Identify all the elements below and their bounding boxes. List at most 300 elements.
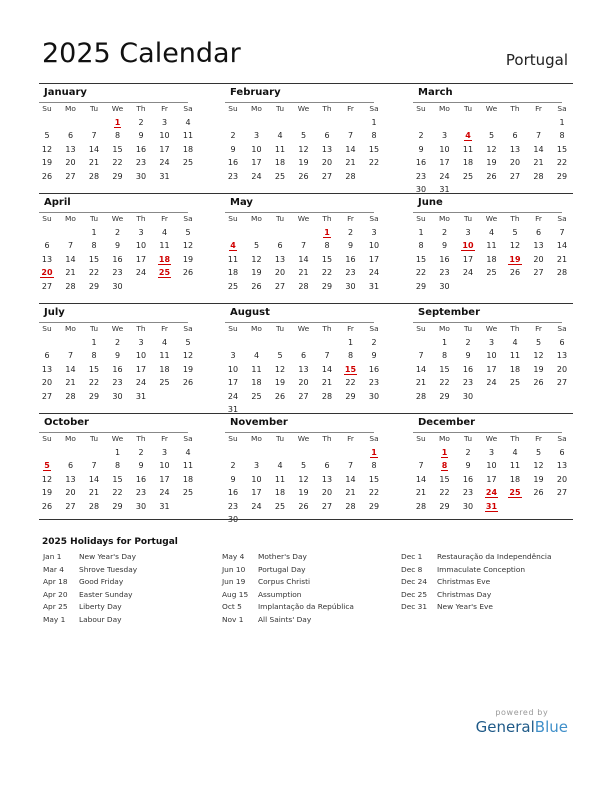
day-cell: 3	[161, 118, 168, 127]
weekday-header: Tu	[89, 214, 99, 223]
holiday-day-number: 25	[158, 268, 171, 278]
weekday-header: Tu	[275, 104, 285, 113]
day-cell: 13	[509, 144, 521, 154]
day-cell: 28	[65, 391, 76, 401]
weekday-header: Th	[136, 214, 146, 223]
day-cell: 23	[439, 268, 450, 278]
holiday-item	[43, 577, 218, 590]
day-cell: 7	[91, 131, 97, 141]
holiday-date: Jun 19	[222, 577, 246, 586]
day-cell: 26	[41, 501, 53, 511]
day-cell: 9	[441, 241, 448, 251]
day-cell: 5	[185, 228, 191, 237]
weekday-divider	[225, 322, 374, 323]
day-cell: 8	[441, 351, 448, 361]
day-cell: 26	[533, 488, 544, 498]
holiday-name: Corpus Christi	[258, 577, 311, 586]
day-cell: 3	[138, 228, 144, 237]
day-cell: 28	[415, 501, 427, 511]
day-cell: 11	[227, 254, 239, 264]
day-cell: 14	[65, 364, 76, 374]
day-cell: 3	[161, 448, 168, 457]
day-cell: 27	[65, 501, 76, 511]
day-cell: 13	[556, 461, 568, 471]
day-cell: 9	[465, 351, 471, 361]
weekday-header: We	[297, 434, 310, 443]
holiday-day-cell	[435, 448, 455, 457]
day-cell: 4	[185, 448, 191, 457]
day-cell: 22	[415, 268, 427, 278]
weekday-header: Fr	[161, 324, 168, 333]
day-cell: 4	[253, 351, 260, 361]
day-cell: 19	[182, 254, 194, 264]
day-cell: 28	[533, 171, 544, 181]
day-cell: 19	[486, 158, 497, 168]
day-cell: 3	[371, 228, 377, 237]
day-cell: 27	[65, 171, 76, 181]
day-cell: 22	[112, 158, 123, 168]
day-cell: 17	[462, 254, 474, 264]
weekday-header: Mo	[65, 434, 76, 443]
day-cell: 9	[347, 241, 354, 251]
day-cell: 18	[227, 268, 239, 278]
day-cell: 27	[274, 281, 286, 291]
day-cell: 20	[533, 254, 544, 264]
holiday-day-number: 1	[324, 228, 330, 237]
day-cell: 13	[41, 254, 53, 264]
day-cell: 28	[88, 501, 100, 511]
weekday-header: Th	[136, 324, 146, 333]
day-cell: 20	[321, 158, 333, 168]
logo-part-general: General	[475, 718, 535, 736]
day-cell: 1	[91, 338, 97, 347]
holiday-name: Shrove Tuesday	[79, 564, 138, 574]
holidays-column	[43, 552, 218, 627]
day-cell: 15	[368, 144, 380, 154]
day-cell: 16	[439, 254, 450, 264]
day-cell: 6	[324, 131, 330, 141]
day-cell: 15	[439, 364, 450, 374]
day-cell: 15	[88, 254, 100, 264]
holiday-item	[222, 615, 397, 628]
day-cell: 9	[114, 351, 121, 361]
holiday-day-number: 1	[114, 118, 121, 127]
day-cell: 11	[182, 461, 194, 471]
day-cell: 18	[509, 364, 521, 374]
day-cell: 4	[512, 338, 518, 347]
holiday-date: Apr 18	[43, 577, 68, 586]
day-cell: 26	[251, 281, 262, 291]
day-cell: 20	[298, 378, 309, 388]
day-cell: 13	[41, 364, 53, 374]
weekday-header: Su	[416, 324, 426, 333]
weekday-header: Th	[322, 214, 332, 223]
day-cell: 15	[556, 144, 568, 154]
day-cell: 7	[347, 461, 354, 471]
weekday-header: Sa	[369, 324, 379, 333]
day-cell: 13	[321, 144, 333, 154]
holiday-day-number: 1	[371, 448, 377, 457]
weekday-header: Th	[136, 434, 146, 443]
day-cell: 14	[415, 474, 427, 484]
day-cell: 2	[230, 461, 236, 471]
day-cell: 22	[88, 268, 100, 278]
day-cell: 18	[462, 158, 474, 168]
day-cell: 15	[321, 254, 333, 264]
holiday-date: May 4	[222, 552, 245, 561]
weekday-header: Mo	[439, 104, 450, 113]
holiday-day-cell	[341, 365, 361, 374]
day-cell: 9	[371, 351, 377, 361]
day-cell: 31	[159, 171, 170, 181]
holiday-name: Liberty Day	[79, 602, 122, 611]
holiday-name: Implantação da República	[258, 602, 354, 611]
day-cell: 23	[462, 378, 474, 388]
day-cell: 21	[415, 378, 427, 388]
weekday-header: Fr	[535, 104, 542, 113]
month-october	[39, 414, 194, 520]
day-cell: 26	[486, 171, 497, 181]
day-cell: 27	[556, 378, 568, 388]
day-cell: 16	[112, 254, 123, 264]
day-cell: 16	[135, 474, 147, 484]
day-cell: 17	[486, 474, 497, 484]
day-cell: 27	[533, 268, 544, 278]
day-cell: 24	[159, 158, 170, 168]
weekday-header: Su	[228, 214, 238, 223]
holiday-day-cell	[108, 118, 128, 127]
day-cell: 14	[345, 474, 356, 484]
day-cell: 6	[44, 241, 50, 251]
month-name: September	[418, 307, 480, 318]
day-cell: 28	[415, 391, 427, 401]
weekday-divider	[39, 212, 188, 213]
day-cell: 25	[182, 488, 194, 498]
day-cell: 3	[441, 131, 448, 141]
day-cell: 29	[439, 501, 450, 511]
holiday-item	[222, 552, 397, 565]
day-cell: 4	[161, 228, 168, 237]
day-cell: 26	[182, 268, 194, 278]
day-cell: 23	[112, 268, 123, 278]
holiday-day-cell	[223, 241, 243, 250]
day-cell: 26	[274, 391, 286, 401]
weekday-header: Th	[510, 214, 520, 223]
weekday-header: Fr	[535, 214, 542, 223]
holiday-day-number: 1	[441, 448, 448, 457]
holiday-name: Christmas Eve	[437, 577, 491, 586]
day-cell: 24	[135, 268, 147, 278]
day-cell: 5	[535, 448, 542, 457]
day-cell: 13	[65, 144, 76, 154]
day-cell: 25	[486, 268, 497, 278]
holiday-day-number: 4	[230, 241, 236, 251]
day-cell: 19	[41, 158, 53, 168]
weekday-header: Fr	[535, 324, 542, 333]
day-cell: 29	[556, 171, 568, 181]
day-cell: 12	[533, 351, 544, 361]
day-cell: 25	[274, 171, 286, 181]
day-cell: 24	[227, 391, 239, 401]
day-cell: 24	[251, 501, 262, 511]
day-cell: 16	[345, 254, 356, 264]
day-cell: 3	[465, 228, 471, 237]
day-cell: 12	[182, 351, 194, 361]
day-cell: 12	[509, 241, 521, 251]
day-cell: 2	[114, 338, 121, 347]
day-cell: 8	[114, 131, 121, 141]
holiday-item	[401, 552, 576, 565]
day-cell: 21	[345, 488, 356, 498]
day-cell: 2	[138, 118, 144, 127]
day-cell: 14	[533, 144, 544, 154]
weekday-header: We	[485, 214, 498, 223]
day-cell: 8	[324, 241, 330, 251]
day-cell: 27	[321, 171, 333, 181]
holiday-item	[401, 577, 576, 590]
day-cell: 10	[486, 461, 497, 471]
day-cell: 12	[486, 144, 497, 154]
day-cell: 20	[274, 268, 286, 278]
weekday-header: Tu	[275, 324, 285, 333]
day-cell: 19	[533, 474, 544, 484]
holiday-date: Apr 20	[43, 589, 68, 599]
holiday-date: Dec 25	[401, 589, 428, 599]
day-cell: 21	[88, 158, 100, 168]
day-cell: 18	[486, 254, 497, 264]
holiday-day-cell	[482, 502, 502, 511]
day-cell: 13	[65, 474, 76, 484]
day-cell: 15	[88, 364, 100, 374]
weekday-divider	[39, 102, 188, 103]
month-june	[413, 194, 568, 304]
holiday-name: Easter Sunday	[79, 589, 133, 599]
holiday-item	[222, 602, 397, 615]
weekday-header: Su	[42, 434, 52, 443]
day-cell: 25	[509, 378, 521, 388]
day-cell: 27	[509, 171, 521, 181]
day-cell: 30	[227, 515, 239, 524]
day-cell: 5	[535, 338, 542, 347]
day-cell: 23	[462, 488, 474, 498]
day-cell: 5	[185, 338, 191, 347]
holiday-name: All Saints' Day	[258, 614, 312, 624]
weekday-header: Mo	[439, 434, 450, 443]
day-cell: 19	[533, 364, 544, 374]
calendar-bottom-rule	[39, 519, 573, 520]
day-cell: 29	[321, 281, 333, 291]
day-cell: 1	[114, 448, 121, 457]
day-cell: 13	[298, 364, 309, 374]
holiday-item	[401, 602, 576, 615]
day-cell: 27	[41, 281, 53, 291]
weekday-header: Sa	[183, 434, 193, 443]
day-cell: 4	[277, 461, 283, 471]
day-cell: 5	[277, 351, 283, 361]
weekday-header: Th	[510, 324, 520, 333]
month-august	[225, 304, 380, 414]
day-cell: 7	[418, 351, 424, 361]
day-cell: 23	[227, 171, 239, 181]
day-cell: 23	[368, 378, 380, 388]
day-cell: 21	[298, 268, 309, 278]
day-cell: 11	[159, 351, 170, 361]
day-cell: 1	[371, 118, 377, 127]
holiday-day-cell	[435, 461, 455, 470]
day-cell: 14	[415, 364, 427, 374]
day-cell: 2	[418, 131, 424, 141]
day-cell: 19	[182, 364, 194, 374]
holiday-day-number: 5	[44, 461, 50, 471]
day-cell: 16	[227, 158, 239, 168]
day-cell: 21	[415, 488, 427, 498]
holiday-day-number: 4	[465, 131, 471, 141]
holiday-date: Aug 15	[222, 589, 249, 599]
weekday-header: We	[297, 214, 310, 223]
holiday-name: Labour Day	[79, 614, 122, 624]
holiday-day-cell	[37, 461, 57, 470]
weekday-header: Su	[416, 434, 426, 443]
holiday-item	[401, 590, 576, 603]
holiday-day-number: 19	[509, 254, 521, 264]
day-cell: 3	[138, 338, 144, 347]
day-cell: 14	[298, 254, 309, 264]
weekday-header: Sa	[369, 434, 379, 443]
weekday-divider	[39, 322, 188, 323]
holiday-day-number: 31	[485, 501, 498, 511]
day-cell: 21	[556, 254, 568, 264]
day-cell: 8	[114, 461, 121, 471]
day-cell: 10	[368, 241, 380, 251]
weekday-header: Su	[42, 104, 52, 113]
day-cell: 8	[91, 241, 97, 251]
holiday-name: New Year's Day	[79, 552, 136, 561]
day-cell: 6	[67, 131, 74, 141]
weekday-header: Sa	[369, 104, 379, 113]
day-cell: 2	[371, 338, 377, 347]
weekday-header: Fr	[161, 104, 168, 113]
month-name: January	[44, 87, 87, 98]
day-cell: 6	[44, 351, 50, 361]
weekday-header: Su	[228, 104, 238, 113]
day-cell: 11	[462, 144, 474, 154]
day-cell: 12	[182, 241, 194, 251]
day-cell: 7	[67, 241, 74, 251]
day-cell: 19	[274, 378, 286, 388]
holiday-date: Dec 8	[401, 564, 423, 574]
day-cell: 11	[486, 241, 497, 251]
weekday-header: Mo	[439, 324, 450, 333]
weekday-header: We	[485, 434, 498, 443]
day-cell: 22	[439, 378, 450, 388]
weekday-header: Tu	[89, 324, 99, 333]
day-cell: 23	[135, 158, 147, 168]
weekday-header: Tu	[275, 214, 285, 223]
weekday-header: Sa	[557, 324, 567, 333]
day-cell: 26	[182, 378, 194, 388]
day-cell: 16	[462, 364, 474, 374]
day-cell: 30	[462, 501, 474, 511]
weekday-header: We	[111, 104, 124, 113]
holiday-day-number: 8	[441, 461, 448, 471]
day-cell: 21	[65, 268, 76, 278]
weekday-header: We	[297, 324, 310, 333]
day-cell: 31	[227, 405, 239, 414]
month-name: December	[418, 417, 476, 428]
day-cell: 16	[135, 144, 147, 154]
day-cell: 20	[321, 488, 333, 498]
weekday-header: Su	[42, 324, 52, 333]
day-cell: 6	[300, 351, 307, 361]
day-cell: 19	[41, 488, 53, 498]
day-cell: 4	[512, 448, 518, 457]
holiday-date: Jun 10	[222, 564, 246, 574]
day-cell: 20	[65, 488, 76, 498]
day-cell: 18	[509, 474, 521, 484]
day-cell: 14	[321, 364, 333, 374]
day-cell: 10	[251, 474, 262, 484]
day-cell: 12	[533, 461, 544, 471]
day-cell: 11	[509, 351, 521, 361]
day-cell: 5	[44, 131, 50, 141]
day-cell: 6	[535, 228, 542, 237]
day-cell: 6	[512, 131, 518, 141]
holiday-day-cell	[317, 228, 337, 237]
day-cell: 30	[368, 391, 380, 401]
weekday-header: Mo	[65, 324, 76, 333]
day-cell: 21	[88, 488, 100, 498]
day-cell: 13	[556, 351, 568, 361]
holiday-day-cell	[458, 131, 478, 140]
day-cell: 7	[347, 131, 354, 141]
day-cell: 11	[159, 241, 170, 251]
day-cell: 9	[230, 474, 236, 484]
day-cell: 29	[88, 281, 100, 291]
day-cell: 6	[324, 461, 330, 471]
holiday-date: Nov 1	[222, 614, 244, 624]
holiday-date: Dec 24	[401, 577, 428, 586]
day-cell: 9	[418, 144, 424, 154]
holiday-name: Good Friday	[79, 577, 124, 586]
day-cell: 3	[253, 461, 260, 471]
weekday-header: We	[485, 104, 498, 113]
weekday-header: Th	[322, 434, 332, 443]
day-cell: 30	[135, 171, 147, 181]
month-name: April	[44, 197, 71, 208]
day-cell: 15	[368, 474, 380, 484]
holiday-name: Restauração da Independência	[437, 552, 552, 561]
holiday-date: Dec 31	[401, 602, 428, 611]
holiday-name: Christmas Day	[437, 589, 492, 599]
day-cell: 14	[345, 144, 356, 154]
holiday-date: Jan 1	[43, 552, 62, 561]
day-cell: 29	[345, 391, 356, 401]
day-cell: 3	[253, 131, 260, 141]
weekday-header: Sa	[183, 104, 193, 113]
day-cell: 21	[533, 158, 544, 168]
day-cell: 29	[112, 171, 123, 181]
weekday-header: Su	[416, 214, 426, 223]
holiday-day-cell	[155, 255, 175, 264]
weekday-header: Fr	[161, 214, 168, 223]
weekday-header: Sa	[183, 324, 193, 333]
day-cell: 17	[227, 378, 239, 388]
day-cell: 28	[321, 391, 333, 401]
day-cell: 28	[345, 171, 356, 181]
holiday-day-cell	[505, 255, 525, 264]
day-cell: 22	[112, 488, 123, 498]
weekday-header: Tu	[463, 214, 473, 223]
